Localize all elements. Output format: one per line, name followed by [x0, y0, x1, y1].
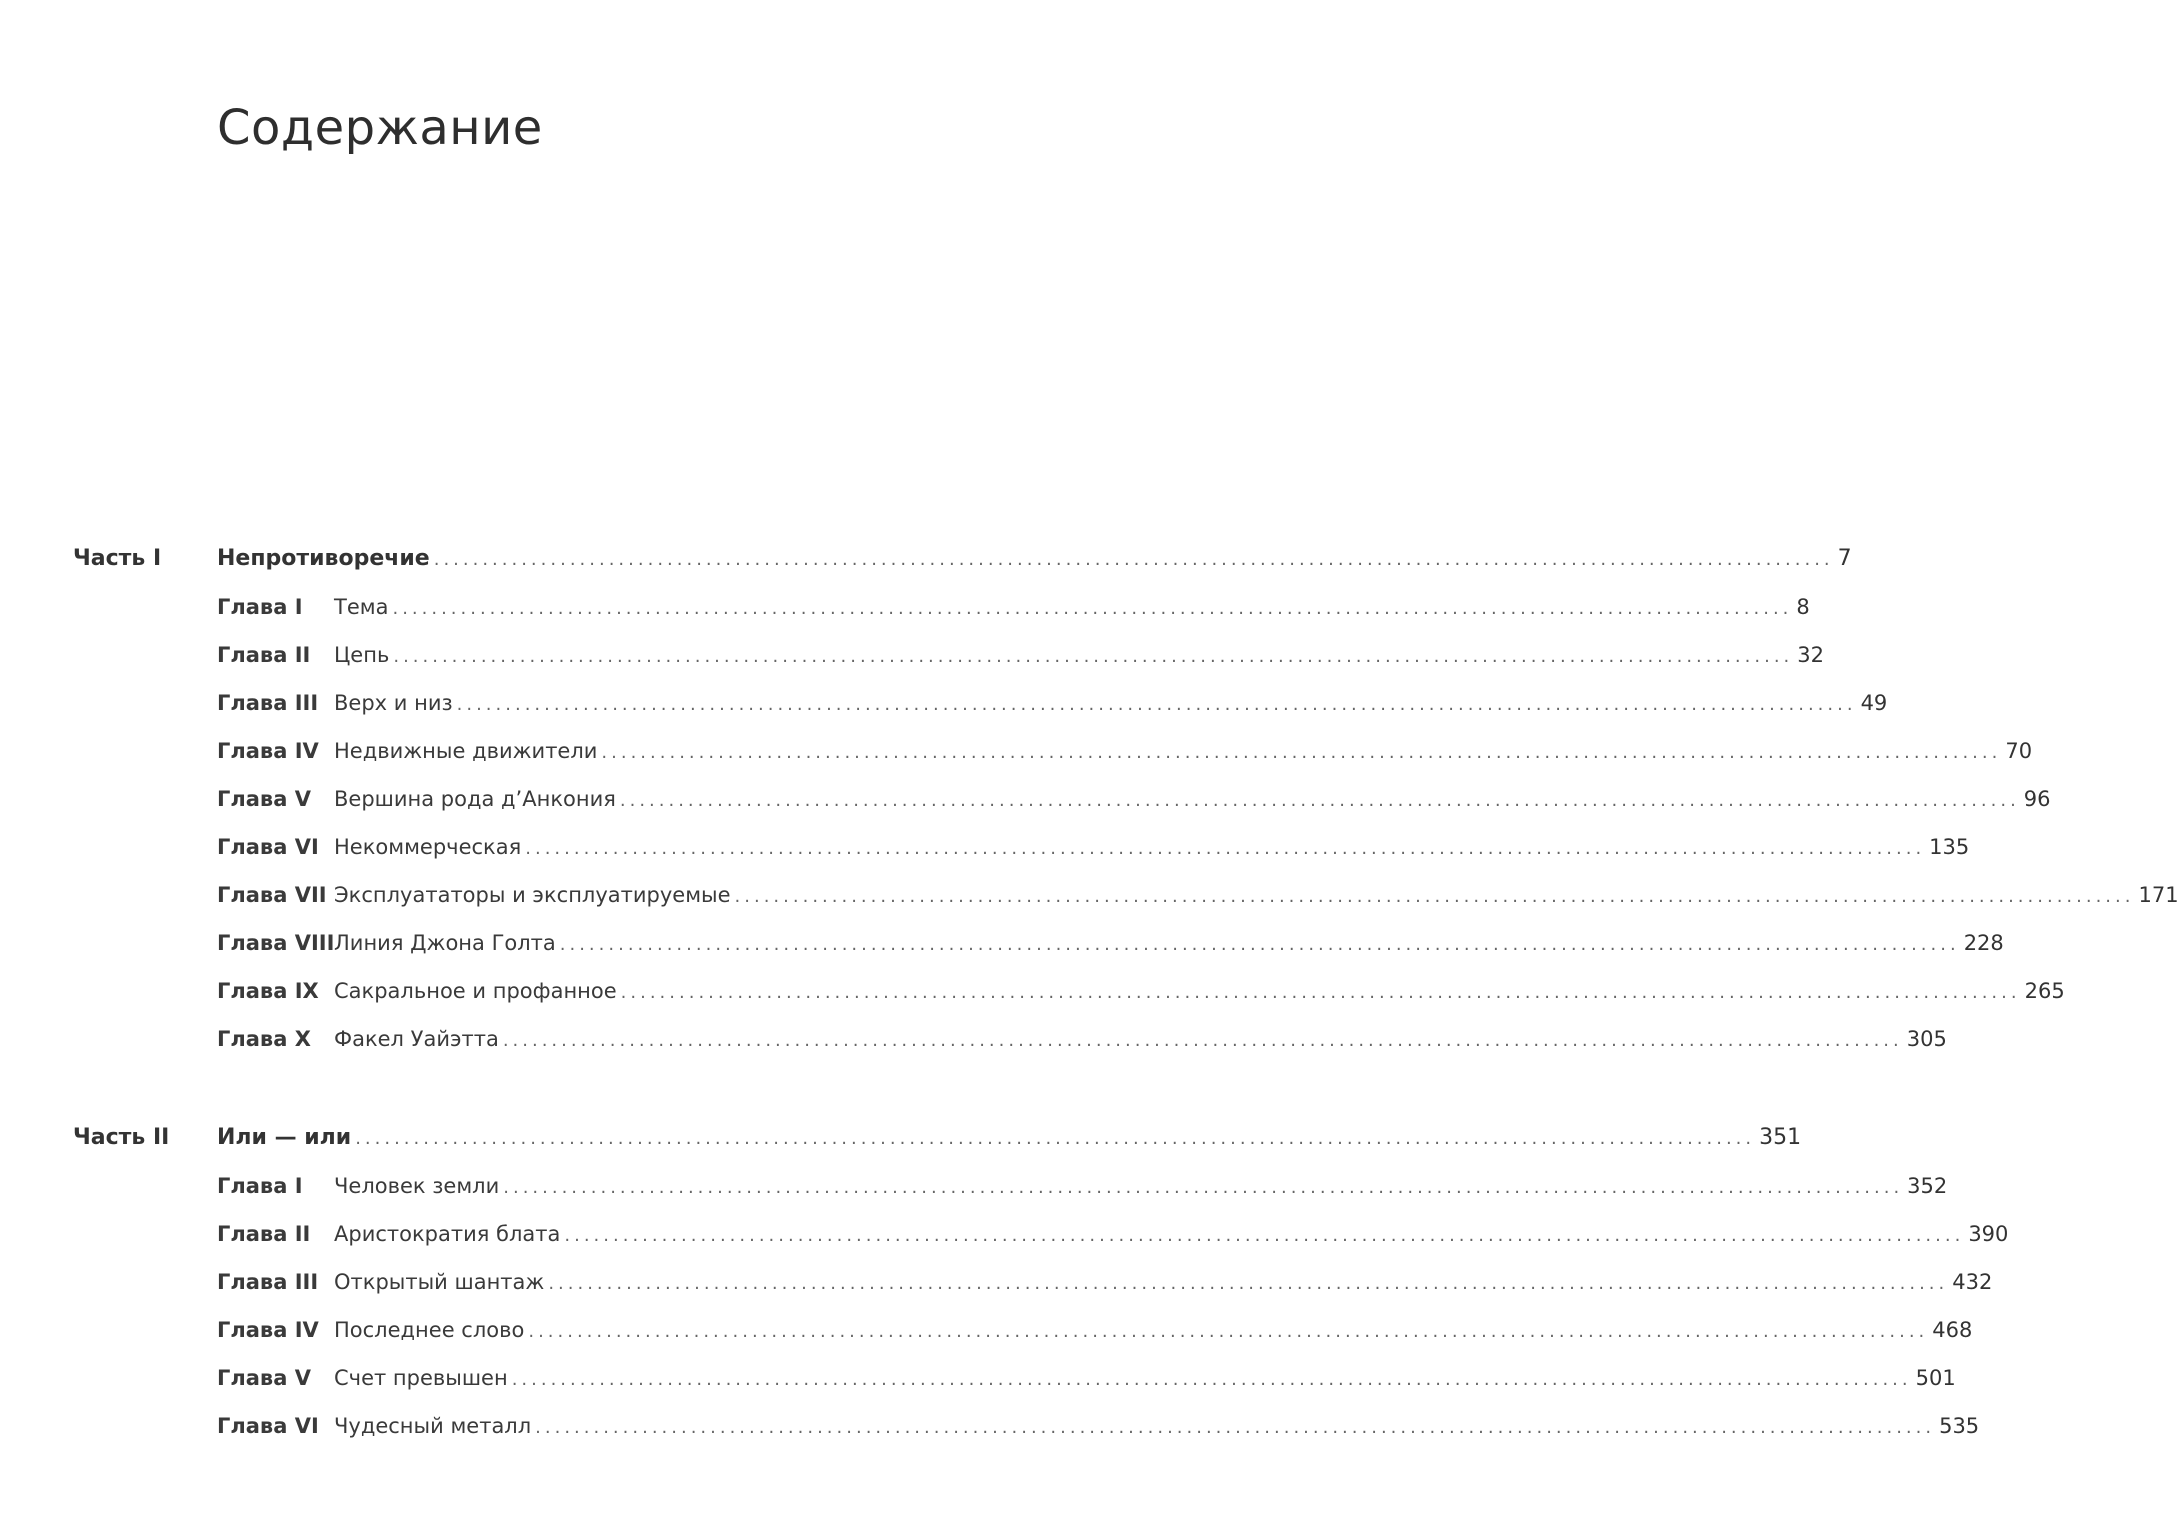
chapter-label: Глава IX	[217, 979, 319, 1003]
dot-leader: ................................................................................................................................................	[548, 1273, 1949, 1294]
page-number: 32	[1797, 643, 1824, 667]
chapter-entry	[334, 587, 1810, 627]
chapter-title: Последнее слово	[334, 1318, 525, 1342]
chapter-title: Чудесный металл	[334, 1414, 532, 1438]
page-title: Содержание	[217, 100, 543, 156]
dot-leader: ................................................................................................................................................	[511, 1369, 1912, 1390]
page-number: 8	[1796, 595, 1810, 619]
dot-leader: ................................................................................................................................................	[734, 886, 2135, 907]
chapter-title: Сакральное и профанное	[334, 979, 617, 1003]
toc-chapter-row[interactable]	[0, 1166, 1948, 1206]
chapter-entry	[334, 1019, 1947, 1059]
chapter-entry	[334, 1166, 1948, 1206]
chapter-title: Человек земли	[334, 1174, 500, 1198]
page-number: 228	[1963, 931, 2004, 955]
chapter-title: Недвижные движители	[334, 739, 598, 763]
part-entry	[217, 1118, 1802, 1158]
dot-leader: ................................................................................................................................................	[456, 694, 1857, 715]
toc-chapter-row[interactable]	[0, 635, 1824, 675]
toc-chapter-row[interactable]	[0, 683, 1888, 723]
chapter-label: Глава VI	[217, 835, 319, 859]
toc-chapter-row[interactable]	[0, 1019, 1947, 1059]
chapter-label: Глава II	[217, 1222, 311, 1246]
part-label: Часть I	[73, 546, 162, 571]
dot-leader: ................................................................................................................................................	[601, 742, 2002, 763]
dot-leader: ................................................................................................................................................	[525, 838, 1926, 859]
toc-chapter-row[interactable]	[0, 971, 2065, 1011]
toc-chapter-row[interactable]	[0, 1358, 1956, 1398]
chapter-label: Глава IV	[217, 739, 319, 763]
chapter-label: Глава III	[217, 691, 319, 715]
chapter-entry	[334, 1358, 1956, 1398]
chapter-label: Глава X	[217, 1027, 311, 1051]
chapter-label: Глава VIII	[217, 931, 335, 955]
page-number: 390	[1968, 1222, 2009, 1246]
chapter-label: Глава V	[217, 1366, 311, 1390]
chapter-label: Глава VI	[217, 1414, 319, 1438]
page-number: 265	[2024, 979, 2065, 1003]
dot-leader: ................................................................................................................................................	[559, 934, 1960, 955]
chapter-title: Аристократия блата	[334, 1222, 561, 1246]
chapter-title: Открытый шантаж	[334, 1270, 545, 1294]
chapter-title: Факел Уайэтта	[334, 1027, 499, 1051]
page-number: 135	[1929, 835, 1970, 859]
chapter-entry	[334, 1310, 1973, 1350]
page-number: 49	[1860, 691, 1888, 715]
dot-leader: ................................................................................................................................................	[393, 646, 1794, 667]
dot-leader: ................................................................................................................................................	[502, 1030, 1903, 1051]
chapter-title: Верх и низ	[334, 691, 453, 715]
chapter-entry	[334, 923, 2004, 963]
chapter-title: Тема	[334, 595, 389, 619]
chapter-title: Некоммерческая	[334, 835, 522, 859]
chapter-entry	[334, 1262, 1993, 1302]
page-number: 171	[2138, 883, 2179, 907]
toc-chapter-row[interactable]	[0, 587, 1810, 627]
chapter-entry	[334, 971, 2065, 1011]
page-number: 70	[2005, 739, 2033, 763]
chapter-entry	[334, 731, 2033, 771]
page-number: 96	[2023, 787, 2051, 811]
chapter-label: Глава II	[217, 643, 311, 667]
chapter-title: Цепь	[334, 643, 390, 667]
dot-leader: ................................................................................................................................................	[355, 1128, 1756, 1149]
chapter-title: Вершина рода д’Анкония	[334, 787, 616, 811]
chapter-title: Счет превышен	[334, 1366, 508, 1390]
dot-leader: ................................................................................................................................................	[535, 1417, 1936, 1438]
page-number: 432	[1952, 1270, 1993, 1294]
page-number: 305	[1906, 1027, 1947, 1051]
toc-chapter-row[interactable]	[0, 1214, 2009, 1254]
dot-leader: ................................................................................................................................................	[392, 598, 1793, 619]
page-number: 7	[1837, 546, 1852, 571]
dot-leader: ................................................................................................................................................	[620, 982, 2021, 1003]
toc-chapter-row[interactable]	[0, 1406, 1980, 1446]
part-title: Непротиворечие	[217, 546, 430, 571]
dot-leader: ................................................................................................................................................	[619, 790, 2020, 811]
part-label: Часть II	[73, 1125, 170, 1150]
toc-chapter-row[interactable]	[0, 1262, 1993, 1302]
toc-part-row[interactable]	[0, 1118, 1802, 1158]
page-number: 352	[1907, 1174, 1948, 1198]
chapter-label: Глава V	[217, 787, 311, 811]
chapter-title: Эксплуататоры и эксплуатируемые	[334, 883, 731, 907]
part-entry	[217, 539, 1852, 579]
toc-chapter-row[interactable]	[0, 779, 2051, 819]
chapter-label: Глава I	[217, 1174, 303, 1198]
page-number: 535	[1939, 1414, 1980, 1438]
chapter-entry	[334, 779, 2051, 819]
page-number: 351	[1759, 1125, 1802, 1150]
chapter-entry	[334, 827, 1970, 867]
chapter-entry	[334, 1214, 2009, 1254]
page-number: 501	[1915, 1366, 1956, 1390]
chapter-label: Глава VII	[217, 883, 327, 907]
page-number: 468	[1932, 1318, 1973, 1342]
dot-leader: ................................................................................................................................................	[564, 1225, 1965, 1246]
chapter-title: Линия Джона Голта	[334, 931, 556, 955]
chapter-label: Глава IV	[217, 1318, 319, 1342]
chapter-label: Глава I	[217, 595, 303, 619]
toc-chapter-row[interactable]	[0, 875, 2179, 915]
chapter-entry	[334, 875, 2179, 915]
part-title: Или — или	[217, 1125, 352, 1150]
toc-chapter-row[interactable]	[0, 923, 2004, 963]
chapter-entry	[334, 683, 1888, 723]
dot-leader: ................................................................................................................................................	[528, 1321, 1929, 1342]
dot-leader: ................................................................................................................................................	[503, 1177, 1904, 1198]
dot-leader: ................................................................................................................................................	[433, 549, 1834, 570]
toc-chapter-row[interactable]	[0, 731, 2033, 771]
chapter-entry	[334, 1406, 1980, 1446]
chapter-entry	[334, 635, 1824, 675]
toc-chapter-row[interactable]	[0, 1310, 1973, 1350]
toc-part-row[interactable]	[0, 539, 1852, 579]
chapter-label: Глава III	[217, 1270, 319, 1294]
toc-chapter-row[interactable]	[0, 827, 1970, 867]
